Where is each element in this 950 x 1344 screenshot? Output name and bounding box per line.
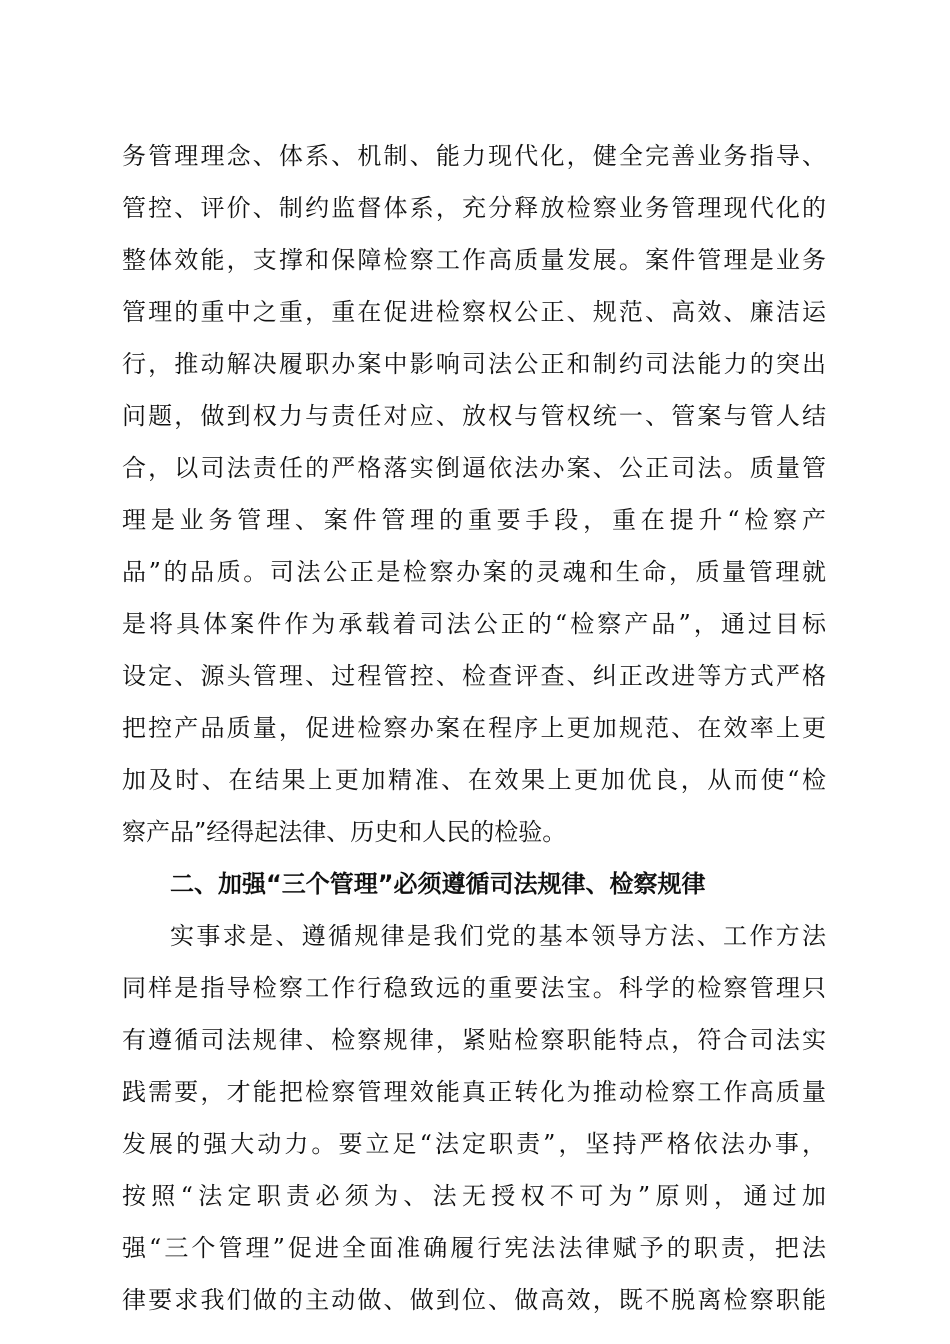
text-line: 问题，做到权力与责任对应、放权与管权统一、管案与管人结 xyxy=(122,402,826,430)
text-line: 品”的品质。司法公正是检察办案的灵魂和生命，质量管理就 xyxy=(122,558,826,586)
text-line: 务管理理念、体系、机制、能力现代化，健全完善业务指导、 xyxy=(122,142,826,170)
text-line: 强“三个管理”促进全面准确履行宪法法律赋予的职责，把法 xyxy=(122,1234,826,1262)
text-line: 管理的重中之重，重在促进检察权公正、规范、高效、廉洁运 xyxy=(122,298,826,326)
text-line: 管控、评价、制约监督体系，充分释放检察业务管理现代化的 xyxy=(122,194,826,222)
section-heading: 二、加强“三个管理”必须遵循司法规律、检察规律 xyxy=(170,870,706,898)
text-line: 是将具体案件作为承载着司法公正的“检察产品”，通过目标 xyxy=(122,610,826,638)
text-line: 实事求是、遵循规律是我们党的基本领导方法、工作方法 xyxy=(170,922,826,950)
text-line: 理是业务管理、案件管理的重要手段，重在提升“检察产 xyxy=(122,506,826,534)
text-line: 合，以司法责任的严格落实倒逼依法办案、公正司法。质量管 xyxy=(122,454,826,482)
text-line: 察产品”经得起法律、历史和人民的检验。 xyxy=(122,818,567,846)
text-line: 把控产品质量，促进检察办案在程序上更加规范、在效率上更 xyxy=(122,714,826,742)
text-line: 践需要，才能把检察管理效能真正转化为推动检察工作高质量 xyxy=(122,1078,826,1106)
text-line: 加及时、在结果上更加精准、在效果上更加优良，从而使“检 xyxy=(122,766,826,794)
text-line: 发展的强大动力。要立足“法定职责”，坚持严格依法办事， xyxy=(122,1130,826,1158)
text-line: 整体效能，支撑和保障检察工作高质量发展。案件管理是业务 xyxy=(122,246,826,274)
text-line: 行，推动解决履职办案中影响司法公正和制约司法能力的突出 xyxy=(122,350,826,378)
text-line: 律要求我们做的主动做、做到位、做高效，既不脱离检察职能 xyxy=(122,1286,826,1314)
text-line: 有遵循司法规律、检察规律，紧贴检察职能特点，符合司法实 xyxy=(122,1026,826,1054)
text-line: 按照“法定职责必须为、法无授权不可为”原则，通过加 xyxy=(122,1182,826,1210)
text-line: 设定、源头管理、过程管控、检查评查、纠正改进等方式严格 xyxy=(122,662,826,690)
text-line: 同样是指导检察工作行稳致远的重要法宝。科学的检察管理只 xyxy=(122,974,826,1002)
